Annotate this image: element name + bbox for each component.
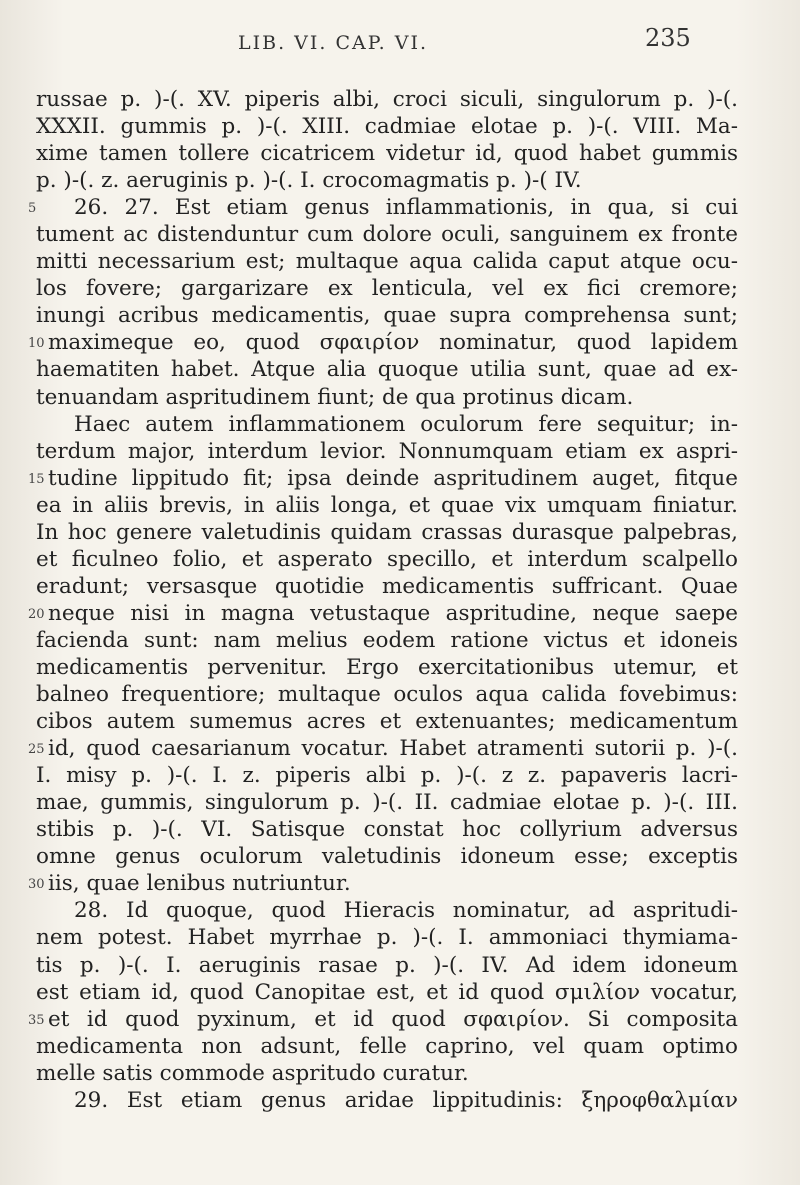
text-line <box>0 924 800 951</box>
text-line <box>0 627 800 654</box>
line-text: melle satis commode aspritudo curatur. <box>36 1060 469 1086</box>
line-text: medicamentis pervenitur. Ergo exercitationibus utemur, et <box>36 654 738 680</box>
text-line <box>0 1033 800 1060</box>
text-line <box>0 1006 800 1033</box>
text-line <box>0 519 800 546</box>
line-text: facienda sunt: nam melius eodem ratione victus et idoneis <box>36 627 738 653</box>
text-line <box>0 140 800 167</box>
line-text: tudine lippitudo fit; ipsa deinde aspritudinem auget, fitque <box>48 465 738 491</box>
line-text: et id quod pyxinum, et id quod σφαιρίον. Si composita <box>48 1006 738 1032</box>
text-line <box>0 573 800 600</box>
text-line <box>0 681 800 708</box>
line-text: tis p. )-(. I. aeruginis rasae p. )-(. IV. Ad idem idoneum <box>36 952 738 978</box>
text-line <box>0 762 800 789</box>
text-line <box>0 492 800 519</box>
line-text: los fovere; gargarizare ex lenticula, vel ex fici cremore; <box>36 276 738 302</box>
line-text: cibos autem sumemus acres et extenuantes; medicamentum <box>36 709 738 735</box>
text-line <box>0 438 800 465</box>
line-text: russae p. )-(. XV. piperis albi, croci siculi, singulorum p. )-(. <box>36 87 738 112</box>
line-text: omne genus oculorum valetudinis idoneum esse; exceptis <box>36 844 738 870</box>
line-text: tenuandam aspritudinem fiunt; de qua protinus dicam. <box>36 384 634 410</box>
line-number: 15 <box>28 471 45 487</box>
line-text: 28. Id quoque, quod Hieracis nominatur, ad aspritudi- <box>74 898 738 924</box>
text-line <box>0 86 800 113</box>
text-line <box>0 221 800 248</box>
line-text: In hoc genere valetudinis quidam crassas durasque palpebras, <box>36 519 738 545</box>
text-line <box>0 789 800 816</box>
line-text: Haec autem inflammationem oculorum fere sequitur; in- <box>74 411 738 437</box>
text-line <box>0 708 800 735</box>
line-text: iis, quae lenibus nutriuntur. <box>48 871 351 897</box>
line-text: inungi acribus medicamentis, quae supra comprehensa sunt; <box>36 303 738 329</box>
text-line <box>0 546 800 573</box>
line-text: 29. Est etiam genus aridae lippitudinis: ξηροφθαλμίαν <box>74 1087 738 1113</box>
line-text: p. )-(. z. aeruginis p. )-(. I. crocomagmatis p. )-( IV. <box>36 168 582 194</box>
line-text: ea in aliis brevis, in aliis longa, et quae vix umquam finiatur. <box>36 492 738 518</box>
text-line <box>0 356 800 383</box>
line-text: 26. 27. Est etiam genus inflammationis, in qua, si cui <box>74 195 738 221</box>
line-text: nem potest. Habet myrrhae p. )-(. I. ammoniaci thymiama- <box>36 925 738 951</box>
line-number: 10 <box>28 336 45 352</box>
line-text: maximeque eo, quod σφαιρίον nominatur, quod lapidem <box>48 330 738 356</box>
line-text: terdum major, interdum levior. Nonnumquam etiam ex aspri- <box>36 438 738 464</box>
page-number: 235 <box>645 24 691 52</box>
text-line <box>0 329 800 356</box>
text-line <box>0 1060 800 1087</box>
line-text: eradunt; versasque quotidie medicamentis suffricant. Quae <box>36 573 738 599</box>
line-text: mae, gummis, singulorum p. )-(. II. cadmiae elotae p. )-(. III. <box>36 790 738 816</box>
line-text: id, quod caesarianum vocatur. Habet atramenti sutorii p. )-(. <box>48 736 738 762</box>
body-text <box>0 86 800 1114</box>
text-line <box>0 600 800 627</box>
running-head: LIB. VI. CAP. VI. <box>238 32 429 54</box>
text-line <box>0 275 800 302</box>
line-text: est etiam id, quod Canopitae est, et id quod σμιλίον vocatur, <box>36 979 738 1005</box>
text-line <box>0 1087 800 1114</box>
text-line <box>0 952 800 979</box>
text-line <box>0 870 800 897</box>
text-line <box>0 113 800 140</box>
line-number: 5 <box>28 201 37 217</box>
text-line <box>0 654 800 681</box>
text-line <box>0 735 800 762</box>
text-line <box>0 302 800 329</box>
line-text: balneo frequentiore; multaque oculos aqua calida fovebimus: <box>36 682 738 708</box>
text-line <box>0 194 800 221</box>
line-text: mitti necessarium est; multaque aqua calida caput atque ocu- <box>36 249 738 275</box>
line-number: 25 <box>28 742 45 758</box>
line-text: et ficulneo folio, et asperato specillo, et interdum scalpello <box>36 546 738 572</box>
text-line <box>0 816 800 843</box>
text-line <box>0 465 800 492</box>
line-text: stibis p. )-(. VI. Satisque constat hoc collyrium adversus <box>36 817 738 843</box>
text-line <box>0 167 800 194</box>
line-number: 35 <box>28 1012 45 1028</box>
text-line <box>0 248 800 275</box>
text-line <box>0 979 800 1006</box>
text-line <box>0 384 800 411</box>
text-line <box>0 411 800 438</box>
line-text: I. misy p. )-(. I. z. piperis albi p. )-(. z z. papaveris lacri- <box>36 763 738 789</box>
line-number: 20 <box>28 606 45 622</box>
page-header <box>0 24 800 64</box>
line-number: 30 <box>28 877 45 893</box>
text-line <box>0 897 800 924</box>
line-text: tument ac distenduntur cum dolore oculi, sanguinem ex fronte <box>36 222 738 248</box>
line-text: xime tamen tollere cicatricem videtur id, quod habet gummis <box>36 141 738 167</box>
line-text: neque nisi in magna vetustaque aspritudine, neque saepe <box>48 600 738 626</box>
text-line <box>0 843 800 870</box>
line-text: haematiten habet. Atque alia quoque utilia sunt, quae ad ex- <box>36 357 738 383</box>
line-text: medicamenta non adsunt, felle caprino, vel quam optimo <box>36 1033 738 1059</box>
line-text: XXXII. gummis p. )-(. XIII. cadmiae elotae p. )-(. VIII. Ma- <box>36 114 738 140</box>
